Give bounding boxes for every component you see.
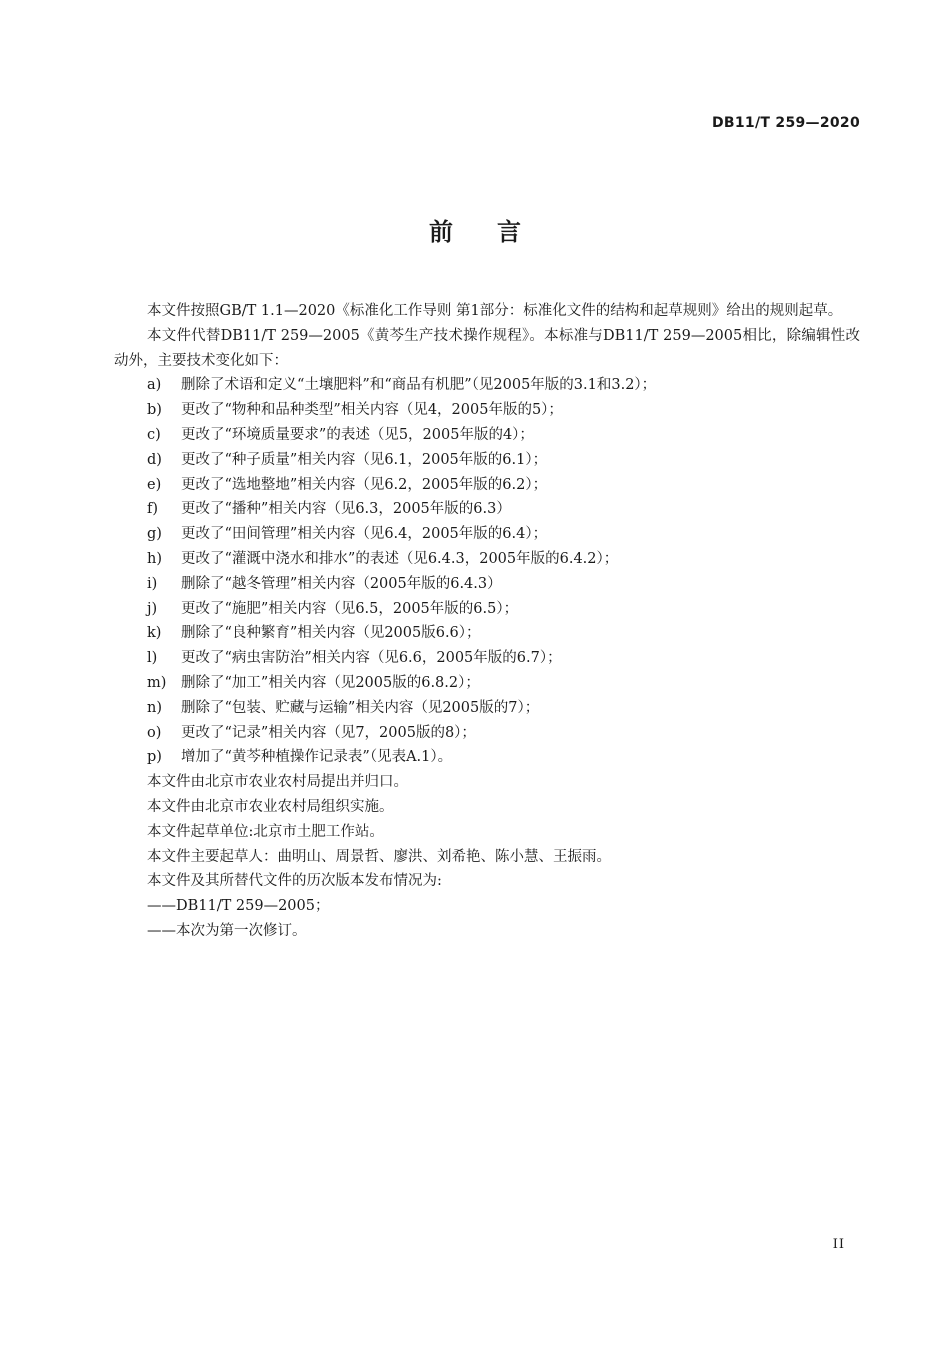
list-item-letter: b)	[147, 402, 162, 419]
document-code: DB11/T 259—2020	[712, 115, 860, 131]
changes-list	[114, 373, 860, 770]
list-item	[114, 547, 860, 572]
preface-body	[114, 299, 860, 944]
list-item-text: 更改了“播种”相关内容（见6.3，2005年版的6.3）	[181, 501, 511, 518]
list-item-text: 删除了“越冬管理”相关内容（2005年版的6.4.3）	[181, 575, 502, 592]
statement-proposer: 本文件由北京市农业农村局提出并归口。	[147, 774, 408, 791]
list-item-letter: f)	[147, 501, 159, 518]
list-item-text: 更改了“物种和品种类型”相关内容（见4，2005年版的5）；	[181, 402, 563, 419]
list-item	[114, 696, 860, 721]
list-item	[114, 398, 860, 423]
statements-block	[114, 770, 860, 944]
list-item-text: 更改了“种子质量”相关内容（见6.1，2005年版的6.1）；	[181, 451, 548, 468]
list-item-letter: o)	[147, 724, 162, 741]
list-item-text: 删除了“加工”相关内容（见2005版的6.8.2）；	[181, 674, 480, 691]
list-item-letter: k)	[147, 625, 162, 642]
list-item-text: 更改了“病虫害防治”相关内容（见6.6，2005年版的6.7）；	[181, 650, 562, 667]
list-item-letter: l)	[147, 650, 158, 667]
statement-version-history: 本文件及其所替代文件的历次版本发布情况为:	[147, 873, 442, 890]
list-item-text: 更改了“灌溉中浇水和排水”的表述（见6.4.3，2005年版的6.4.2）；	[181, 550, 619, 567]
list-item-text: 删除了术语和定义“土壤肥料”和“商品有机肥”（见2005年版的3.1和3.2）；	[181, 377, 657, 394]
statement-implementer: 本文件由北京市农业农村局组织实施。	[147, 798, 394, 815]
page-number: II	[832, 1237, 845, 1252]
list-item-text: 更改了“记录”相关内容（见7，2005版的8）；	[181, 724, 476, 741]
list-item	[114, 522, 860, 547]
statement-drafters: 本文件主要起草人：曲明山、周景哲、廖洪、刘希艳、陈小慧、王振雨。	[147, 848, 611, 865]
version-history-item: ——本次为第一次修订。	[147, 922, 307, 939]
statement-drafting-unit: 本文件起草单位:北京市土肥工作站。	[147, 823, 384, 840]
paragraph-drafting-rules: 本文件按照GB/T 1.1—2020《标准化工作导则 第1部分：标准化文件的结构和起草规则》给出的规则起草。	[147, 303, 843, 319]
list-item-text: 更改了“选地整地”相关内容（见6.2，2005年版的6.2）；	[181, 476, 548, 493]
list-item-letter: g)	[147, 526, 162, 543]
list-item-text: 删除了“包装、贮藏与运输”相关内容（见2005版的7）；	[181, 699, 540, 716]
list-item-letter: p)	[147, 749, 162, 766]
list-item-text: 删除了“良种繁育”相关内容（见2005版6.6）；	[181, 625, 481, 642]
list-item	[114, 721, 860, 746]
list-item-letter: a)	[147, 377, 162, 394]
list-item	[114, 646, 860, 671]
list-item-letter: i)	[147, 575, 158, 592]
list-item-text: 更改了“田间管理”相关内容（见6.4，2005年版的6.4）；	[181, 526, 548, 543]
paragraph-replacement: 本文件代替DB11/T 259—2005《黄芩生产技术操作规程》。本标准与DB11/T 259—2005相比，除编辑性改动外，主要技术变化如下：	[114, 327, 860, 369]
list-item	[114, 423, 860, 448]
list-item-letter: c)	[147, 426, 161, 443]
version-history-item: ——DB11/T 259—2005；	[147, 898, 330, 915]
list-item-text: 更改了“环境质量要求”的表述（见5，2005年版的4）；	[181, 426, 534, 443]
list-item	[114, 448, 860, 473]
list-item	[114, 473, 860, 498]
page-title: 前言	[429, 218, 565, 246]
list-item-letter: h)	[147, 550, 162, 567]
list-item	[114, 597, 860, 622]
list-item	[114, 745, 860, 770]
list-item-text: 增加了“黄芩种植操作记录表”（见表A.1）。	[181, 749, 453, 766]
list-item-letter: n)	[147, 699, 162, 716]
list-item-letter: d)	[147, 451, 162, 468]
list-item	[114, 497, 860, 522]
list-item-text: 更改了“施肥”相关内容（见6.5，2005年版的6.5）；	[181, 600, 519, 617]
list-item-letter: m)	[147, 674, 167, 691]
list-item-letter: e)	[147, 476, 162, 493]
list-item	[114, 572, 860, 597]
list-item-letter: j)	[147, 600, 158, 617]
list-item	[114, 621, 860, 646]
list-item	[114, 671, 860, 696]
list-item	[114, 373, 860, 398]
